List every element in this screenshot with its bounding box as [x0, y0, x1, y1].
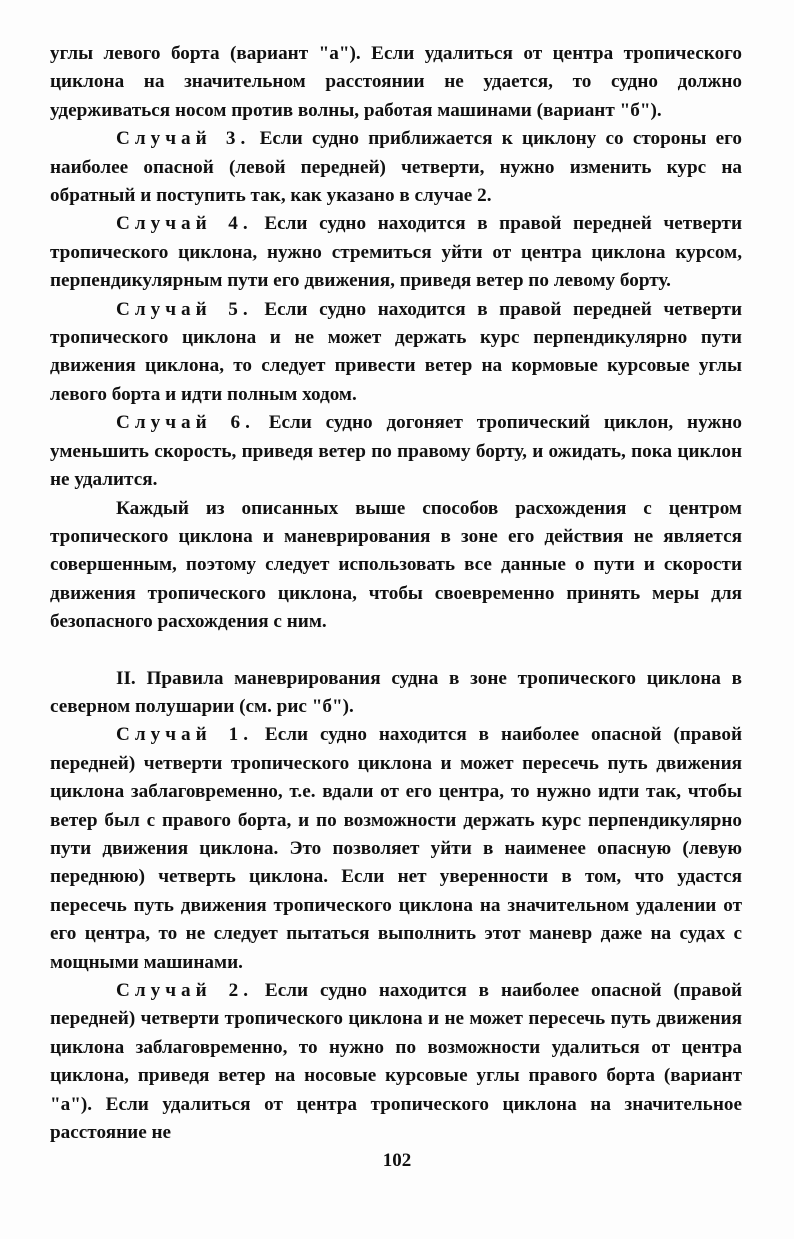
- page-body: [50, 40, 742, 1147]
- case-heading: Случай 2.: [116, 980, 253, 1001]
- section-heading: II. Правила маневрирования судна в зоне тропического циклона в северном полушарии (см. рис "б").: [50, 667, 742, 717]
- case-heading: Случай 4.: [116, 213, 253, 235]
- paragraph-summary: Каждый из описанных выше способов расхождения с центром тропического циклона и маневрирования в зоне его действия не является совершенным, поэтому следует использовать все данные о пути и скорости движения тропического циклона, чтобы своевременно принять меры для безопасного расхождения с ним.: [50, 497, 742, 633]
- paragraph-case-3: Случай 3. Если судно приближается к циклону со стороны его наиболее опасной (левой передней) четверти, нужно изменить курс на обратный и поступить так, как указано в случае 2.: [50, 128, 743, 207]
- paragraph-case-1: Случай 1. Если судно находится в наиболее опасной (правой передней) четверти тропического циклона и может пересечь путь движения циклона заблаговременно, т.е. вдали от его центра, то нужно идти так, чтобы ветер был с правого борта, и по возможности держать курс перпендикулярно пути движения циклона. Это позволяет уйти в наименее опасную (левую переднюю) четверть циклона. Если нет уверенности в том, что удастся пересечь путь движения тропического циклона на значительном удалении от его центра, то не следует пытаться выполнить этот маневр даже на судах с мощными машинами.: [50, 724, 743, 973]
- paragraph-case-5: Случай 5. Если судно находится в правой передней четверти тропического циклона и не может держать курс перпендикулярно пути движения циклона, то следует привести ветер на кормовые курсовые углы левого борта и идти полным ходом.: [50, 298, 742, 405]
- case-heading: Случай 3.: [116, 128, 251, 150]
- case-heading: Случай 6.: [116, 412, 255, 434]
- case-heading: Случай 5.: [116, 298, 253, 320]
- paragraph-continuation: углы левого борта (вариант "а"). Если удалиться от центра тропического циклона на значительном расстоянии не удается, то судно должно удерживаться носом против волны, работая машинами (вариант "б").: [50, 43, 742, 121]
- paragraph-case-6: Случай 6. Если судно догоняет тропический циклон, нужно уменьшить скорость, приведя ветер по правому борту, и ожидать, пока циклон не удалится.: [50, 412, 742, 491]
- case-heading: Случай 1.: [116, 724, 253, 746]
- paragraph-case-4: Случай 4. Если судно находится в правой передней четверти тропического циклона, нужно стремиться уйти от центра циклона курсом, перпендикулярным пути его движения, приведя ветер по левому борту.: [50, 213, 742, 292]
- page-number: 102: [382, 1150, 412, 1171]
- paragraph-case-2: Случай 2. Если судно находится в наиболее опасной (правой передней) четверти тропического циклона и не может пересечь путь движения циклона заблаговременно, то нужно по возможности удалиться от центра циклона, приведя ветер на носовые курсовые углы правого борта (вариант "а"). Если удалиться от центра тропического циклона на значительное расстояние не: [50, 980, 743, 1144]
